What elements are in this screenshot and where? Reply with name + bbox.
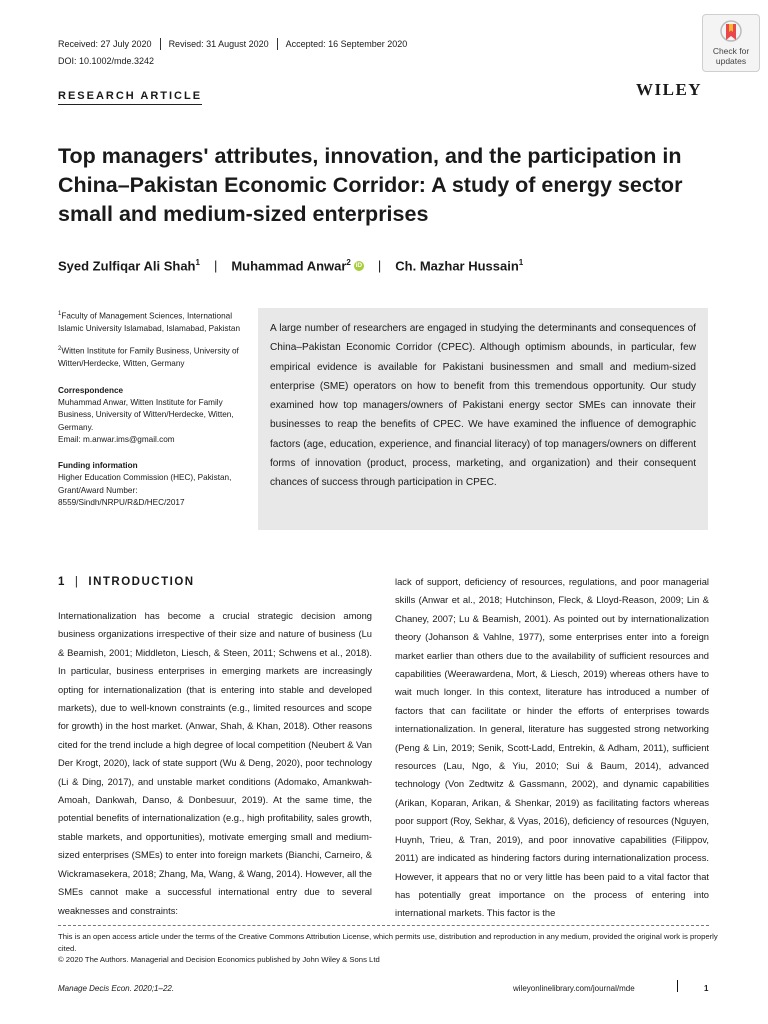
- orcid-icon[interactable]: iD: [355, 261, 363, 269]
- copyright-text: © 2020 The Authors. Managerial and Decision Economics published by John Wiley & Sons Ltd: [58, 955, 380, 964]
- divider: [677, 980, 678, 992]
- page-number: 1: [704, 984, 709, 993]
- correspondence-email[interactable]: Email: m.anwar.ims@gmail.com: [58, 434, 175, 444]
- badge-line-2: updates: [715, 56, 747, 66]
- abstract-text: A large number of researchers are engaged in studying the determinants and consequences of China–Pakistan Economic Corridor (CPEC). Although optimism abounds, in particular, few empirical evidence is available for Pakistani businessmen and small and medium-sized enterprise (SME) operators on how to benefit from this tremendous opportunity. Our study examined how top managers/owners of Pakistani energy sector SMEs can innovate their businesses to reap the benefits of CPEC. We have examined the influence of demographic factors (age, education, experience, and financial literacy) of top managers/owners on different forms of innovation (product, process, marketing, and organization) and their consequent chances of success through participation in CPEC.: [270, 323, 696, 489]
- article-dates: [58, 38, 407, 50]
- body-column-right: lack of support, deficiency of resources, regulations, and poor managerial skills (Anwar et al., 2018; Hutchinson, Fleck, & Lloyd-Reason, 2009; Lin & Chaney, 2007; Lu & Beamish, 2001). As pointed out by internationalization theory (Johanson & Vahlne, 1977), some enterprises enter into a foreign market earlier than others due to the availability of sufficient resources and capabilities (Weerawardena, Mort, & Liesch, 2019) whereas others have to wait much longer. In this context, literature has introduced a number of factors that can facilitate or hinder the efforts of enterprises towards internationalization. In general, literature has suggested strong networking (Peng & Lin, 2019; Senik, Scott-Ladd, Entrekin, & Adham, 2011), sufficient resources (Lau, Ngo, & Yiu, 2010; Sui & Baum, 2014), advanced technology (Von Zedtwitz & Gassmann, 2002), and dynamic capabilities (Arikan, Koparan, Arikan, & Shenkar, 2019) as facilitating factors whereas poor support (Roy, Sekhar, & Vyas, 2016), deficiency of resources (Nguyen, Huynh, Trieu, & Tran, 2019), and poor innovative capabilities (Filippov, 2011) are indicated as hindering factors during internationalization process. However, it appears that no or very little has been paid to a vital factor that has potentially great importance on the process of entering into international markets. This factor is the: [395, 577, 709, 919]
- divider: [160, 38, 161, 50]
- author-2[interactable]: Muhammad Anwar$^2$: [231, 258, 351, 274]
- bookmark-icon: [720, 20, 742, 46]
- revised-date: Revised: 31 August 2020: [168, 39, 269, 49]
- author-3[interactable]: Ch. Mazhar Hussain$^1$: [395, 258, 524, 274]
- body-column-left: Internationalization has become a crucial strategic decision among business organizations irrespective of their size and nature of business (Lu & Beamish, 2001; Middleton, Liesch, & Steen, 2011; Schwens et al., 2018). In particular, business enterprises in emerging markets are increasingly opting for internationalization (that is entering into stable and developed markets), due to well-known constraints (e.g., limited resources and scope for growth) in the host market. (Anwar, Shah, & Khan, 2018). Other reasons cited for the trend include a high degree of local competition (Neubert & Van Der Krogt, 2020), lack of state support (Wu & Deng, 2020), poor technology (Li & Ding, 2017), and unstable market conditions (Adomako, Amankwah-Amoah, Dankwah, Danso, & Donbesuur, 2019). At the same time, the potential benefits of internationalization (e.g., high profitability, sales growth, stable markets, and opportunities), motivate emerging small and medium-sized enterprises (SMEs) to enter into foreign markets (Bianchi, Carneiro, & Wickramasekera, 2018; Zhang, Ma, Wang, & Wang, 2014). However, all the SMEs cannot make a successful international entry due to several weaknesses and constraints:: [58, 611, 372, 916]
- funding-heading: Funding information: [58, 461, 138, 471]
- funding-text: Higher Education Commission (HEC), Pakistan, Grant/Award Number: 8559/Sindh/NRPU/R&D/HEC/2017: [58, 473, 232, 508]
- footnote-divider: [58, 925, 709, 926]
- article-type: RESEARCH ARTICLE: [58, 90, 202, 105]
- author-info-column: [58, 308, 258, 517]
- correspondence-heading: Correspondence: [58, 385, 124, 395]
- author-separator: |: [377, 258, 382, 274]
- author-separator: |: [213, 258, 218, 274]
- license-text: This is an open access article under the terms of the Creative Commons Attribution License, which permits use, distribution and reproduction in any medium, provided the original work is properly cited.: [58, 932, 718, 953]
- publisher-logo[interactable]: WILEY: [636, 80, 703, 99]
- section-heading: 1 | INTRODUCTION: [58, 576, 195, 588]
- doi[interactable]: DOI: 10.1002/mde.3242: [58, 56, 155, 66]
- author-list: [58, 258, 523, 273]
- journal-citation: Manage Decis Econ. 2020;1–22.: [58, 984, 175, 993]
- affiliation-1: $^1$Faculty of Management Sciences, International Islamic University Islamabad, Islamabad, Pakistan: [58, 311, 241, 334]
- abstract-box: [258, 308, 708, 530]
- section-title: INTRODUCTION: [88, 576, 195, 588]
- accepted-date: Accepted: 16 September 2020: [285, 39, 408, 49]
- license-footnote: [58, 931, 718, 966]
- check-for-updates-badge[interactable]: [702, 14, 760, 72]
- badge-line-1: Check for: [712, 46, 750, 56]
- paper-title: Top managers' attributes, innovation, and the participation in China–Pakistan Economic Corridor: A study of energy sector small and medium-sized enterprises: [58, 144, 683, 226]
- journal-url[interactable]: wileyonlinelibrary.com/journal/mde: [513, 984, 635, 993]
- received-date: Received: 27 July 2020: [58, 39, 152, 49]
- author-1[interactable]: Syed Zulfiqar Ali Shah$^1$: [58, 258, 200, 274]
- section-number: 1: [58, 576, 66, 588]
- divider: [277, 38, 278, 50]
- affiliation-2: $^2$Witten Institute for Family Business, University of Witten/Herdecke, Witten, Germany: [58, 346, 239, 369]
- correspondence-text: Muhammad Anwar, Witten Institute for Family Business, University of Witten/Herdecke, Witten, Germany.: [58, 397, 234, 432]
